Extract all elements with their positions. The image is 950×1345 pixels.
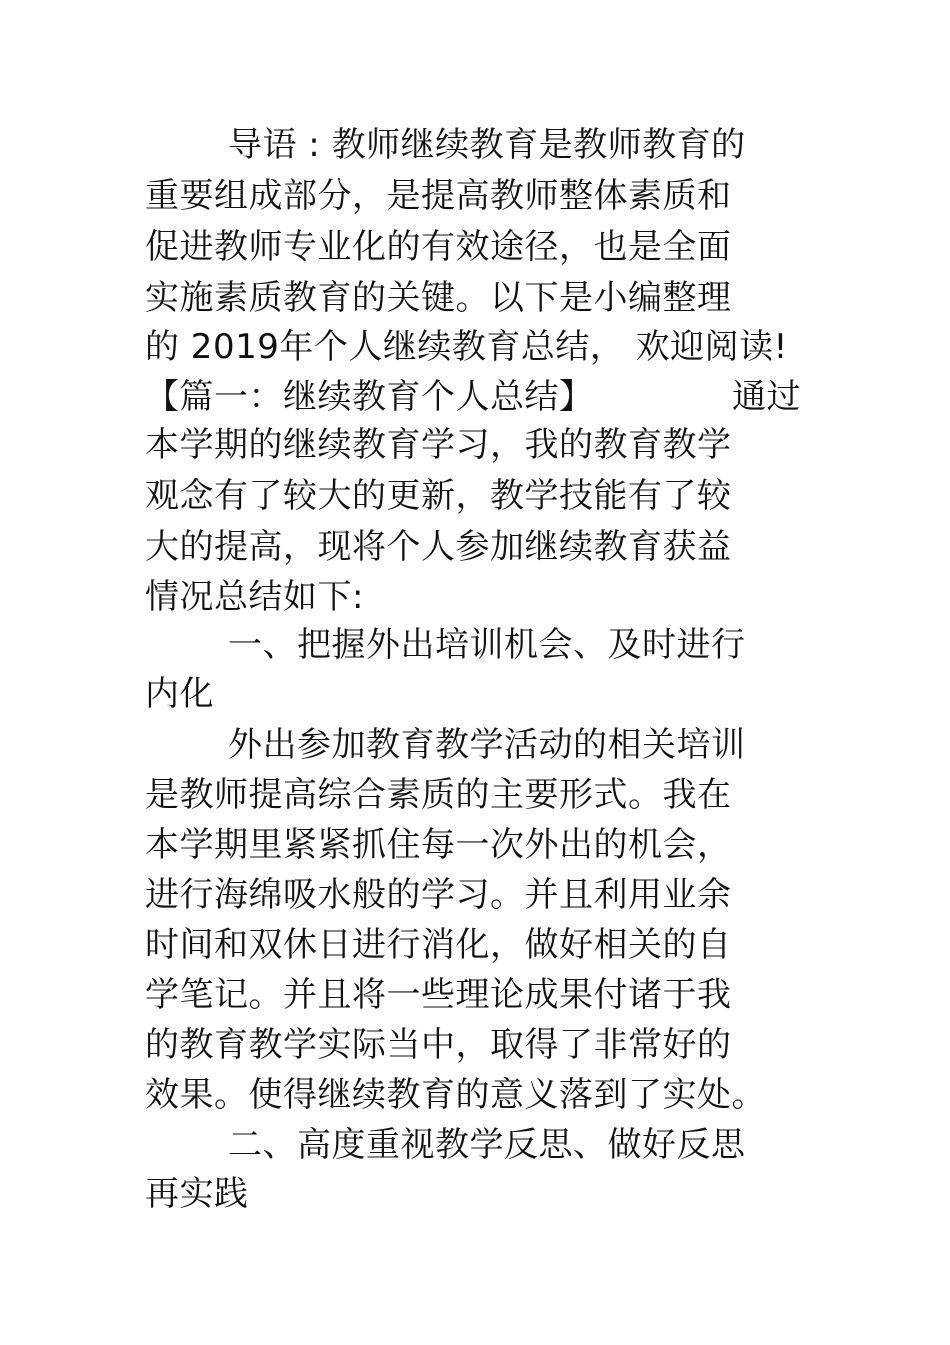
- subsection-heading: 二、高度重视教学反思、做好反思: [228, 1125, 746, 1165]
- text-line: 学笔记。并且将一些理论成果付诸于我: [145, 975, 732, 1015]
- text-line: 是教师提高综合素质的主要形式。我在: [145, 775, 732, 815]
- section-heading: 【篇一：继续教育个人总结】: [145, 377, 594, 417]
- text-line: 外出参加教育教学活动的相关培训: [228, 725, 746, 765]
- subsection-heading: 内化: [145, 674, 214, 714]
- text-line: 效果。使得继续教育的意义落到了实处。: [145, 1075, 766, 1115]
- text-line: 进行海绵吸水般的学习。并且利用业余: [145, 875, 732, 915]
- text-line: 导语 : 教师继续教育是教师教育的: [228, 125, 746, 165]
- subsection-heading: 再实践: [145, 1174, 249, 1214]
- text-line: 情况总结如下:: [145, 577, 364, 617]
- text-line: 通过: [732, 377, 801, 417]
- text-line: 大的提高，现将个人参加继续教育获益: [145, 527, 732, 567]
- text-line: 的 2019年个人继续教育总结， 欢迎阅读!: [145, 327, 788, 367]
- subsection-heading: 一、把握外出培训机会、及时进行: [228, 625, 746, 665]
- text-line: 观念有了较大的更新，教学技能有了较: [145, 476, 732, 516]
- text-line: 本学期里紧紧抓住每一次外出的机会，: [145, 825, 732, 865]
- text-line: 的教育教学实际当中，取得了非常好的: [145, 1025, 732, 1065]
- text-line: 时间和双休日进行消化，做好相关的自: [145, 925, 732, 965]
- text-line: 本学期的继续教育学习，我的教育教学: [145, 425, 732, 465]
- text-line: 重要组成部分，是提高教师整体素质和: [145, 176, 732, 216]
- text-line: 实施素质教育的关键。以下是小编整理: [145, 278, 732, 318]
- text-line: 促进教师专业化的有效途径，也是全面: [145, 227, 732, 267]
